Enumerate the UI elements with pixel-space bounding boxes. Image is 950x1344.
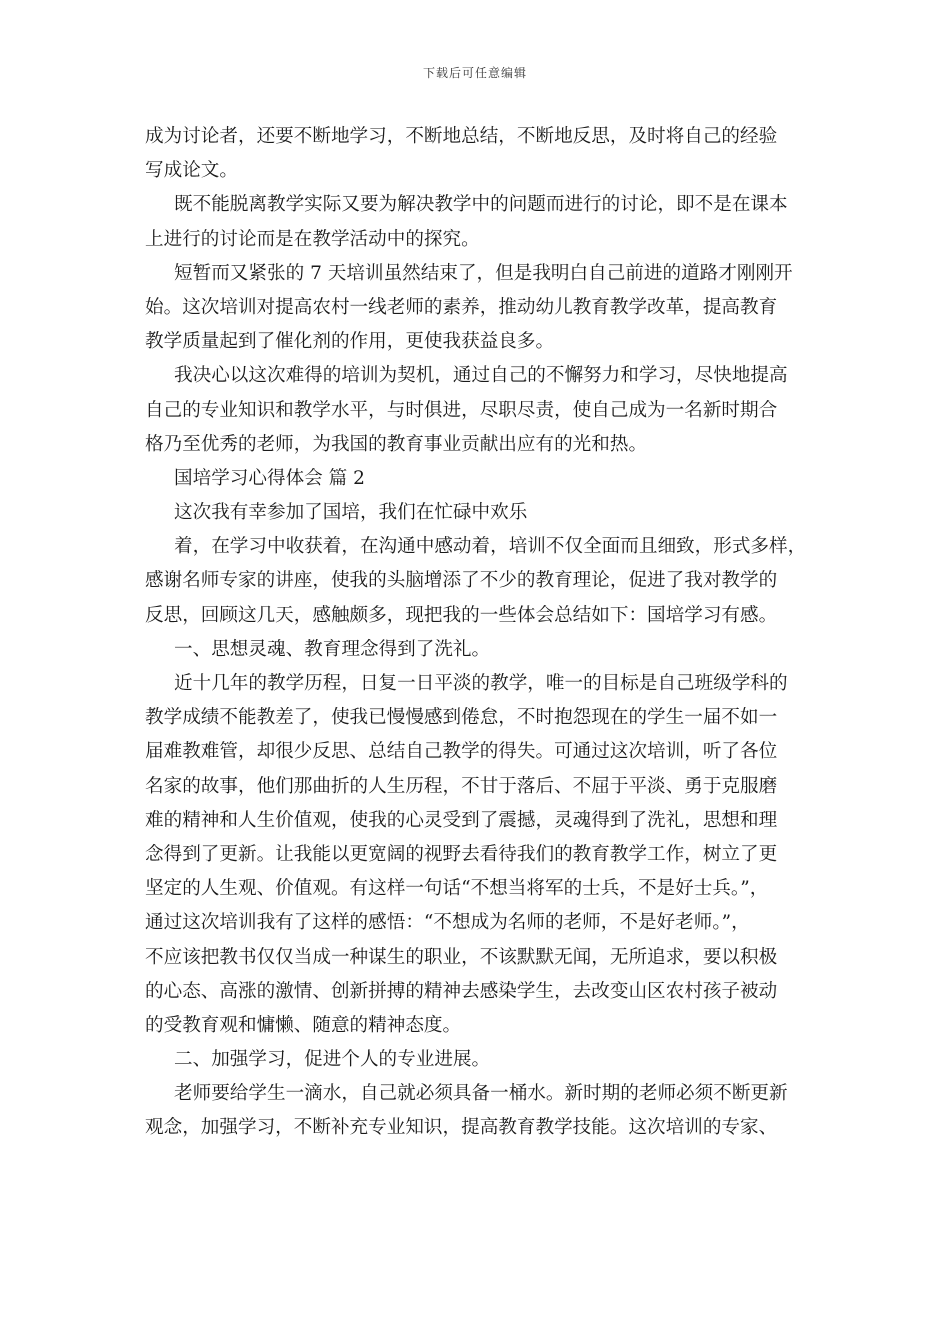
text-line: 的心态、高涨的激情、创新拼搏的精神去感染学生，去改变山区农村孩子被动 <box>145 980 778 1002</box>
text-line: 名家的故事，他们那曲折的人生历程，不甘于落后、不屈于平淡、勇于克服磨 <box>145 775 778 797</box>
text-line: 观念，加强学习，不断补充专业知识，提高教育教学技能。这次培训的专家、 <box>145 1117 778 1139</box>
text-line: 反思，回顾这几天，感触颇多，现把我的一些体会总结如下：国培学习有感。 <box>145 604 778 626</box>
text-line: 近十几年的教学历程，日复一日平淡的教学，唯一的目标是自己班级学科的 <box>174 673 788 694</box>
document-body <box>145 120 815 1146</box>
text-line: 届难教难管，却很少反思、总结自己教学的得失。可通过这次培训，听了各位 <box>145 741 778 763</box>
text-line: 难的精神和人生价值观，使我的心灵受到了震撼，灵魂得到了洗礼，思想和理 <box>145 809 778 831</box>
page-header: 下载后可任意编辑 <box>422 66 527 80</box>
text-line: 始。这次培训对提高农村一线老师的素养，推动幼儿教育教学改革，提高教育 <box>145 296 778 318</box>
text-line: 通过这次培训我有了这样的感悟：“不想成为名师的老师，不是好老师。”， <box>145 912 750 934</box>
text-line: 既不能脱离教学实际又要为解决教学中的问题而进行的讨论，即不是在课本 <box>174 194 788 216</box>
text-line: 着，在学习中收获着，在沟通中感动着，培训不仅全面而且细致，形式多样， <box>174 536 807 558</box>
text-line: 二、加强学习，促进个人的专业进展。 <box>174 1049 491 1071</box>
text-line: 的受教育观和慵懒、随意的精神态度。 <box>145 1014 462 1036</box>
text-line: 坚定的人生观、价值观。有这样一句话“不想当将军的士兵，不是好士兵。”， <box>145 878 769 900</box>
text-line: 我决心以这次难得的培训为契机，通过自己的不懈努力和学习，尽快地提高 <box>174 365 788 387</box>
text-line: 短暂而又紧张的 7 天培训虽然结束了，但是我明白自己前进的道路才刚刚开 <box>174 262 793 284</box>
text-line: 一、思想灵魂、教育理念得到了洗礼。 <box>174 638 491 660</box>
text-line: 感谢名师专家的讲座，使我的头脑增添了不少的教育理论，促进了我对教学的 <box>145 570 778 592</box>
text-line: 老师要给学生一滴水，自己就必须具备一桶水。新时期的老师必须不断更新 <box>174 1083 788 1105</box>
text-line: 上进行的讨论而是在教学活动中的探究。 <box>145 228 480 250</box>
text-line: 念得到了更新。让我能以更宽阔的视野去看待我们的教育教学工作，树立了更 <box>145 843 778 865</box>
text-line: 格乃至优秀的老师，为我国的教育事业贡献出应有的光和热。 <box>145 433 648 455</box>
text-line: 这次我有幸参加了国培，我们在忙碌中欢乐 <box>174 502 528 524</box>
text-line: 不应该把教书仅仅当成一种谋生的职业，不该默默无闻，无所追求，要以积极 <box>145 946 778 968</box>
text-line: 教学成绩不能教差了，使我已慢慢感到倦怠，不时抱怨现在的学生一届不如一 <box>145 707 778 729</box>
text-line: 国培学习心得体会 篇 2 <box>174 467 365 489</box>
text-line: 成为讨论者，还要不断地学习，不断地总结，不断地反思，及时将自己的经验 <box>145 126 778 147</box>
text-line: 自己的专业知识和教学水平，与时俱进，尽职尽责，使自己成为一名新时期合 <box>145 399 778 421</box>
text-line: 写成论文。 <box>145 160 238 182</box>
text-line: 教学质量起到了催化剂的作用，更使我获益良多。 <box>145 331 555 353</box>
